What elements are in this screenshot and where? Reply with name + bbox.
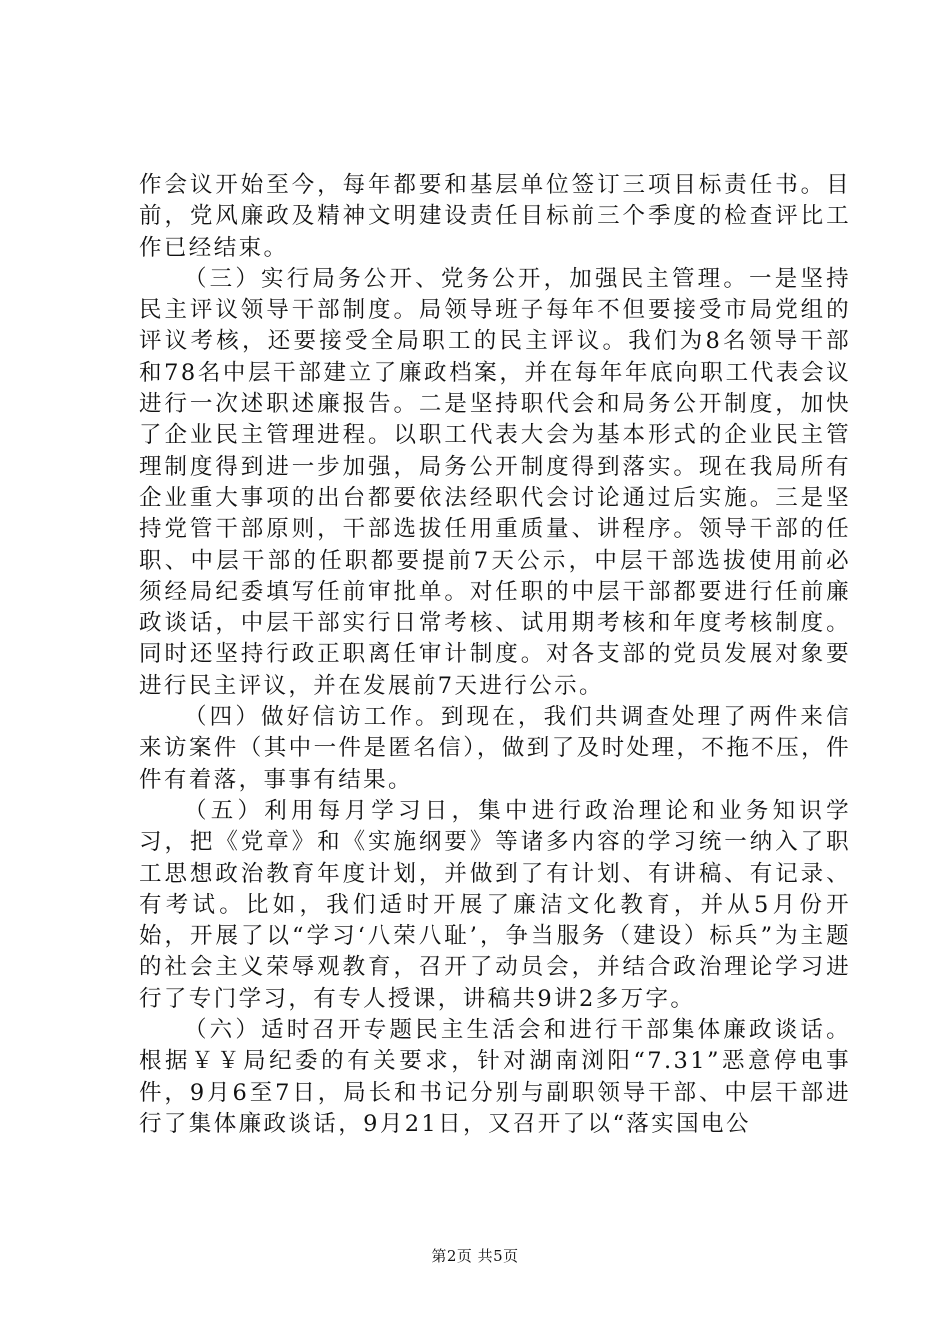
- document-body: [139, 170, 851, 1140]
- paragraph-section-6-integrity-talks: （六）适时召开专题民主生活会和进行干部集体廉政谈话。根据￥￥局纪委的有关要求，针对湖南浏阳“7.31”恶意停电事件，9月6至7日，局长和书记分别与副职领导干部、中层干部进行了集体廉政谈话，9月21日，又召开了以“落实国电公: [139, 1017, 851, 1137]
- paragraph-section-3-democratic-management: （三）实行局务公开、党务公开，加强民主管理。一是坚持民主评议领导干部制度。局领导班子每年不但要接受市局党组的评议考核，还要接受全局职工的民主评议。我们为8名领导干部和78名中层干部建立了廉政档案，并在每年年底向职工代表会议进行一次述职述廉报告。二是坚持职代会和局务公开制度，加快了企业民主管理进程。以职工代表大会为基本形式的企业民主管理制度得到进一步加强，局务公开制度得到落实。现在我局所有企业重大事项的出台都要依法经职代会讨论通过后实施。三是坚持党管干部原则，干部选拔任用重质量、讲程序。领导干部的任职、中层干部的任职都要提前7天公示，中层干部选拔使用前必须经局纪委填写任前审批单。对任职的中层干部都要进行任前廉政谈话，中层干部实行日常考核、试用期考核和年度考核制度。同时还坚持行政正职离任审计制度。对各支部的党员发展对象要进行民主评议，并在发展前7天进行公示。: [139, 265, 851, 699]
- page-number-footer: 第2页 共5页: [431, 1247, 519, 1265]
- paragraph-continuation: 作会议开始至今，每年都要和基层单位签订三项目标责任书。目前，党风廉政及精神文明建设责任目标前三个季度的检查评比工作已经结束。: [139, 172, 851, 261]
- paragraph-section-5-study-day: （五）利用每月学习日，集中进行政治理论和业务知识学习，把《党章》和《实施纲要》等诸多内容的学习统一纳入了职工思想政治教育年度计划，并做到了有计划、有讲稿、有记录、有考试。比如，我们适时开展了廉洁文化教育，并从5月份开始，开展了以“学习‘八荣八耻’，争当服务（建设）标兵”为主题的社会主义荣辱观教育，召开了动员会，并结合政治理论学习进行了专门学习，有专人授课，讲稿共9讲2多万字。: [139, 797, 851, 1012]
- paragraph-section-4-petitions: （四）做好信访工作。到现在，我们共调查处理了两件来信来访案件（其中一件是匿名信），做到了及时处理，不拖不压，件件有着落，事事有结果。: [139, 704, 851, 793]
